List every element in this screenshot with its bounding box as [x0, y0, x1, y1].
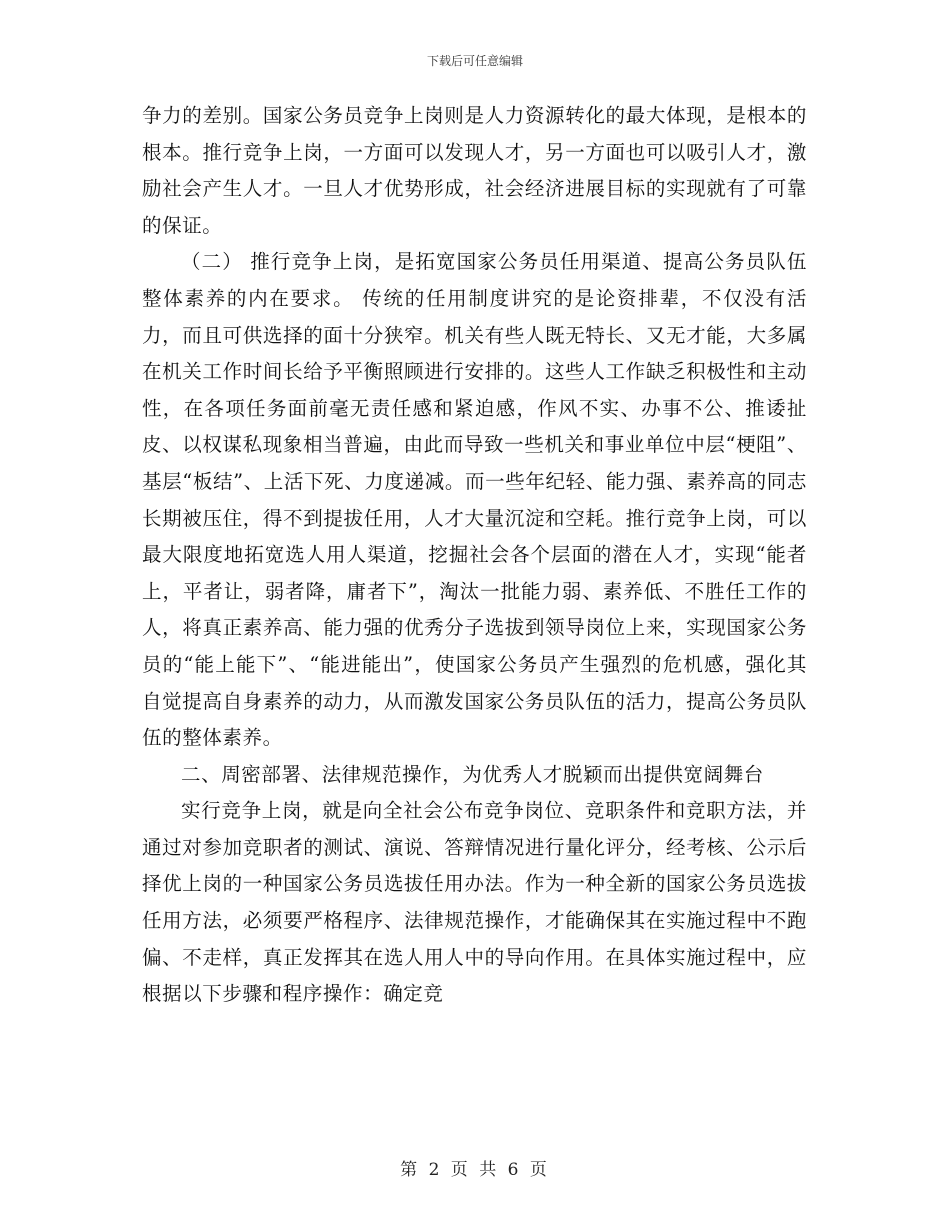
paragraph-continuation: 争力的差别。国家公务员竞争上岗则是人力资源转化的最大体现，是根本的根本。推行竞争上岗，一方面可以发现人才，另一方面也可以吸引人才，激励社会产生人才。一旦人才优势形成，社会经济进展目标的实现就有了可靠的保证。	[142, 104, 807, 237]
document-body	[142, 98, 807, 1013]
paragraph-implementation: 实行竞争上岗，就是向全社会公布竞争岗位、竞职条件和竞职方法，并通过对参加竞职者的测试、演说、答辩情况进行量化评分，经考核、公示后择优上岗的一种国家公务员选拔任用办法。作为一种全新的国家公务员选拔任用方法，必须要严格程序、法律规范操作，才能确保其在实施过程中不跑偏、不走样，真正发挥其在选人用人中的导向作用。在具体实施过程中，应根据以下步骤和程序操作：确定竞	[142, 799, 807, 1006]
paragraph-section-2: （二） 推行竞争上岗，是拓宽国家公务员任用渠道、提高公务员队伍整体素养的内在要求。 传统的任用制度讲究的是论资排辈，不仅没有活力，而且可供选择的面十分狭窄。机关有些人既无特长、又无才能，大多属在机关工作时间长给予平衡照顾进行安排的。这些人工作缺乏积极性和主动性，在各项任务面前毫无责任感和紧迫感，作风不实、办事不公、推诿扯皮、以权谋私现象相当普遍，由此而导致一些机关和事业单位中层“梗阻”、基层“板结”、上活下死、力度递减。而一些年纪轻、能力强、素养高的同志长期被压住，得不到提拔任用，人才大量沉淀和空耗。推行竞争上岗，可以最大限度地拓宽选人用人渠道，挖掘社会各个层面的潜在人才，实现“能者上，平者让，弱者降，庸者下”，淘汰一批能力弱、素养低、不胜任工作的人，将真正素养高、能力强的优秀分子选拔到领导岗位上来，实现国家公务员的“能上能下”、“能进能出”，使国家公务员产生强烈的危机感，强化其自觉提高自身素养的动力，从而激发国家公务员队伍的活力，提高公务员队伍的整体素养。	[142, 250, 807, 750]
page-header: 下载后可任意编辑	[426, 54, 523, 68]
section-heading: 二、周密部署、法律规范操作，为优秀人才脱颖而出提供宽阔舞台	[181, 762, 764, 786]
page-number-footer: 第 2 页 共 6 页	[400, 1160, 550, 1180]
